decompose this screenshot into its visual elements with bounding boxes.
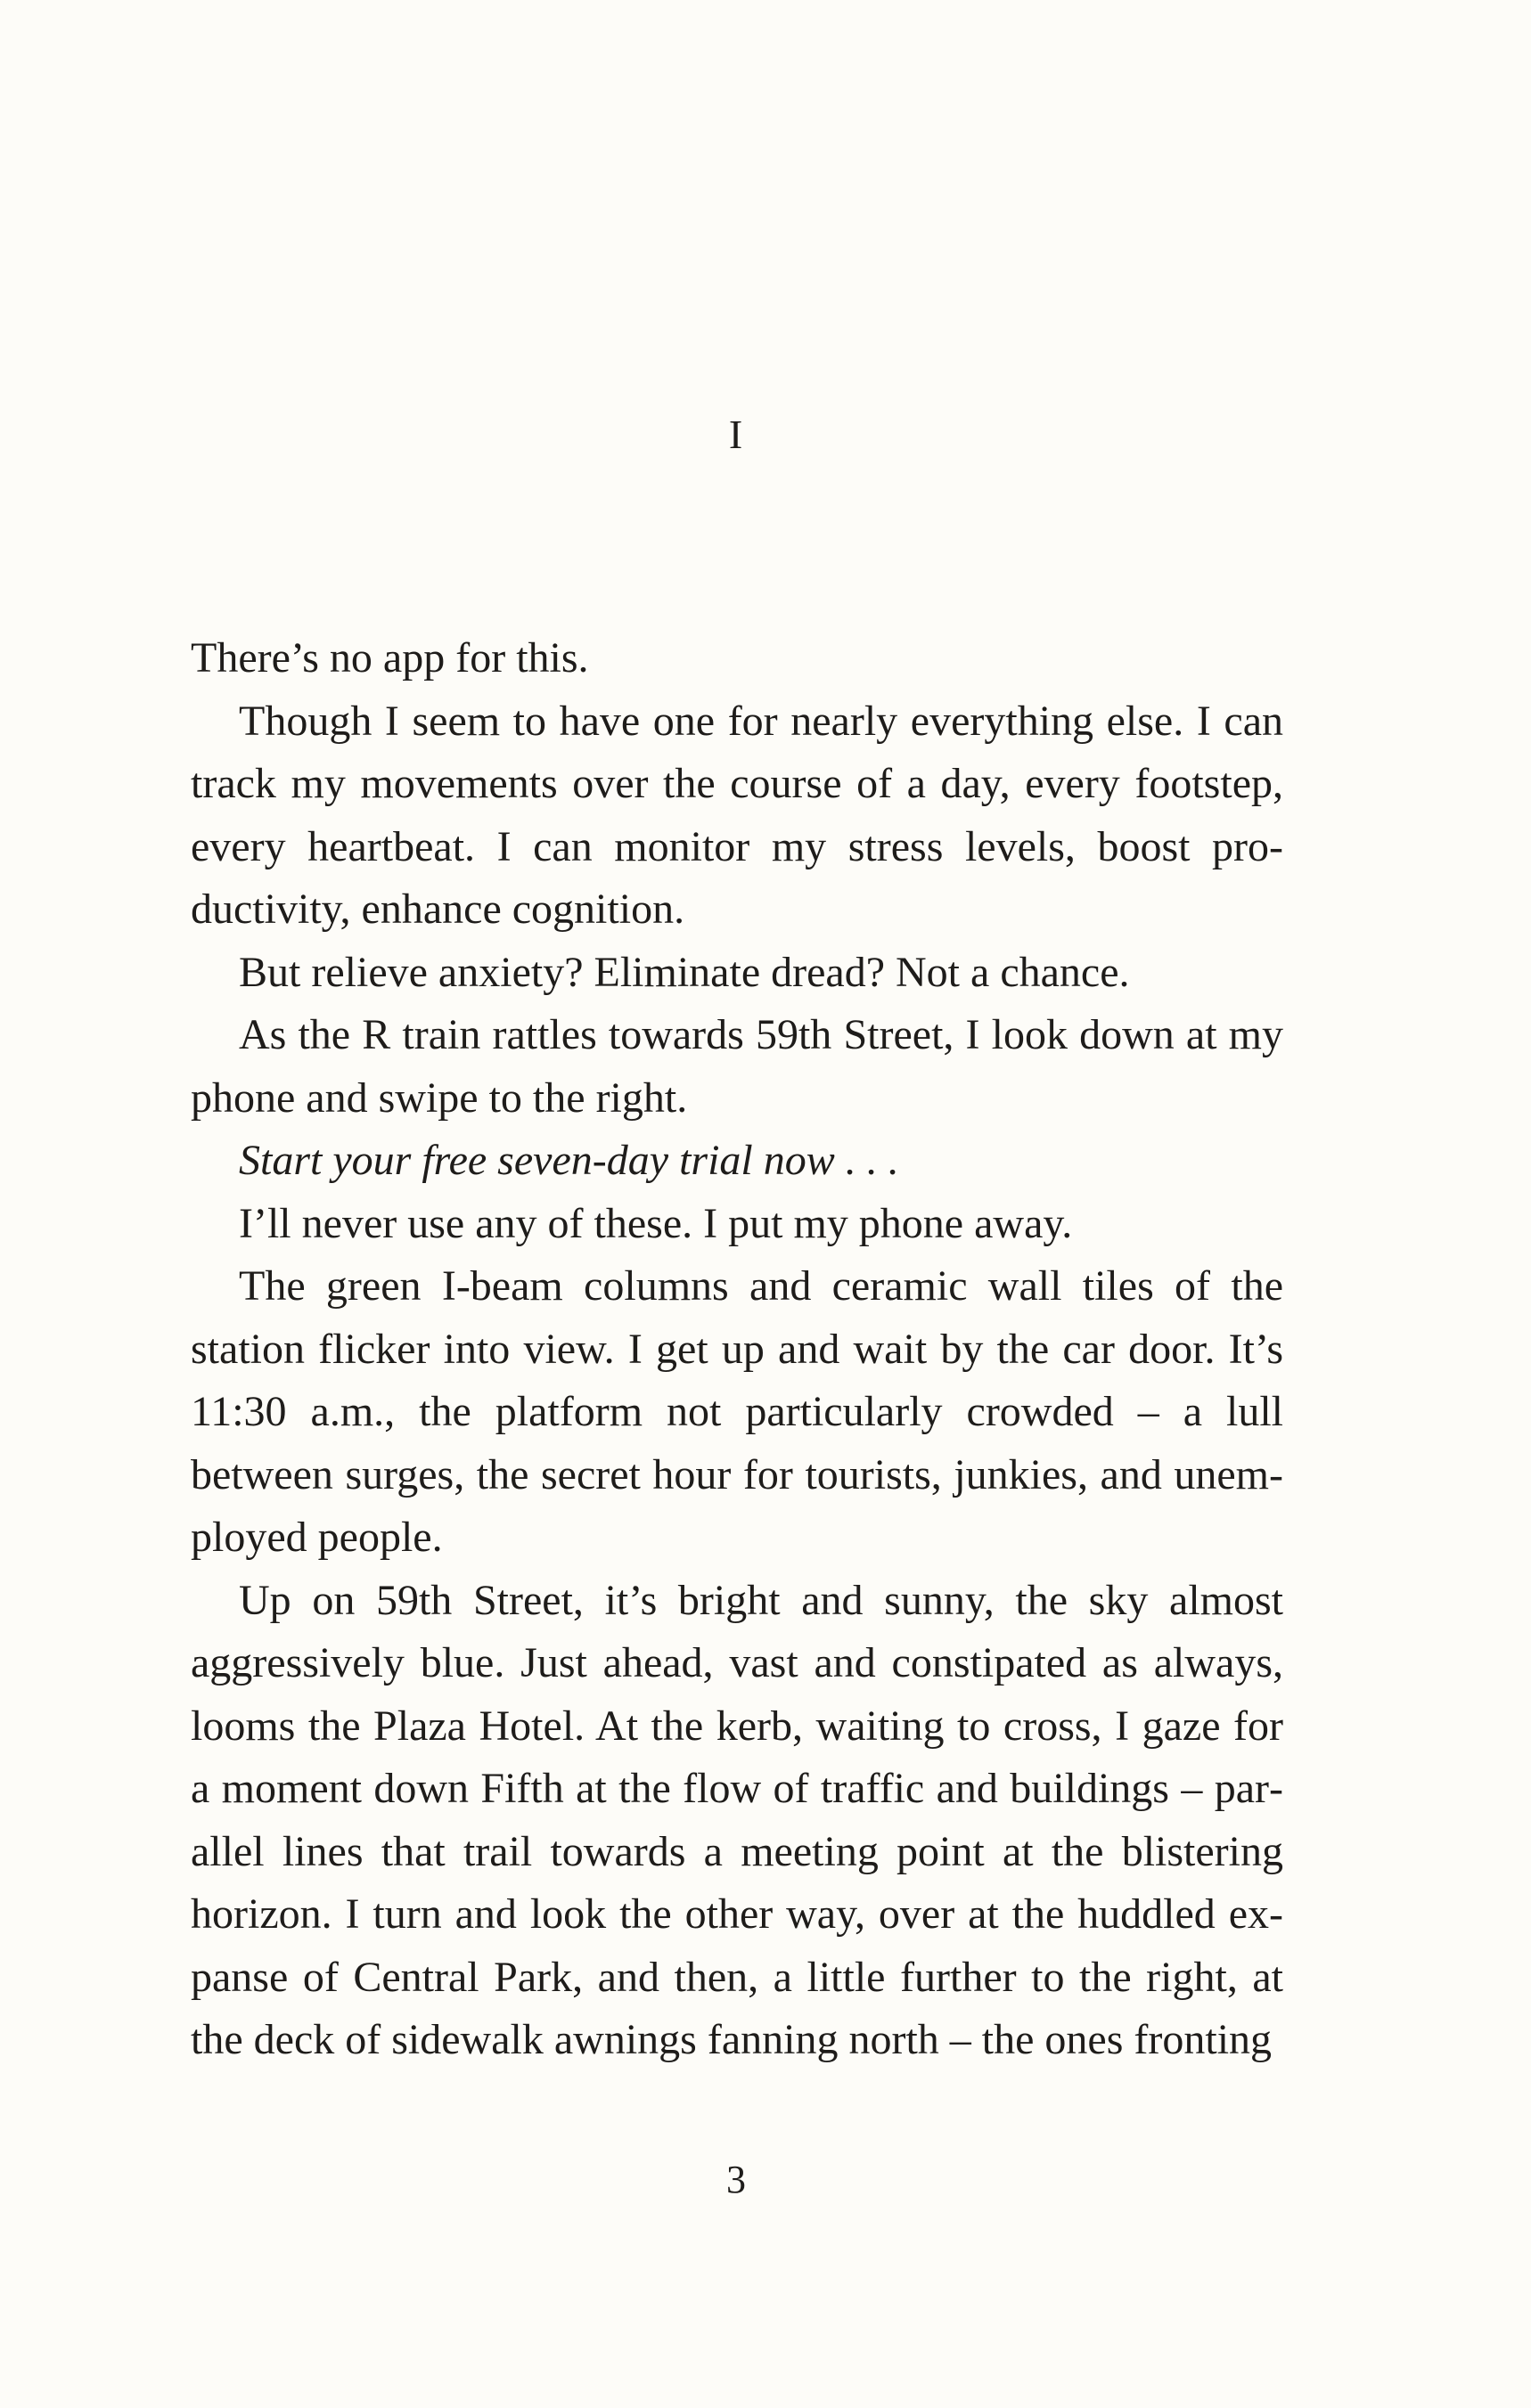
chapter-number: I bbox=[728, 412, 744, 457]
paragraph-6: I’ll never use any of these. I put my phone away. bbox=[239, 1199, 1073, 1247]
paragraph-7: The green I-beam columns and ceramic wall tiles of the station flicker into view. I get up and wait by the car door. It’s 11:30 a.m., the platform not particularly crowded – a lull between surges, the secret hour for tourists, junkies, and unemployed people. bbox=[191, 1262, 1283, 1561]
paragraph-4: As the R train rattles towards 59th Street, I look down at my phone and swipe to the right. bbox=[191, 1011, 1283, 1122]
page-number: 3 bbox=[726, 2158, 746, 2201]
paragraph-2: Though I seem to have one for nearly everything else. I can track my movements over the course of a day, every footstep, every heartbeat. I can monitor my stress levels, boost productivity, enhance cognition. bbox=[191, 697, 1283, 933]
paragraph-3: But relieve anxiety? Eliminate dread? Not a chance. bbox=[239, 948, 1130, 996]
paragraph-8: Up on 59th Street, it’s bright and sunny, the sky almost aggressively blue. Just ahead, vast and constipated as always, looms the Plaza Hotel. At the kerb, waiting to cross, I gaze for a moment down Fifth at the flow of traffic and buildings – parallel lines that trail towards a meeting point at the blistering horizon. I turn and look the other way, over at the huddled expanse of Central Park, and then, a little further to the right, at the deck of sidewalk awnings fanning north – the ones fronting bbox=[191, 1576, 1283, 2063]
body-text bbox=[191, 627, 1283, 2072]
paragraph-1: There’s no app for this. bbox=[191, 634, 589, 682]
paragraph-5-italic: Start your free seven-day trial now . . . bbox=[239, 1137, 899, 1184]
